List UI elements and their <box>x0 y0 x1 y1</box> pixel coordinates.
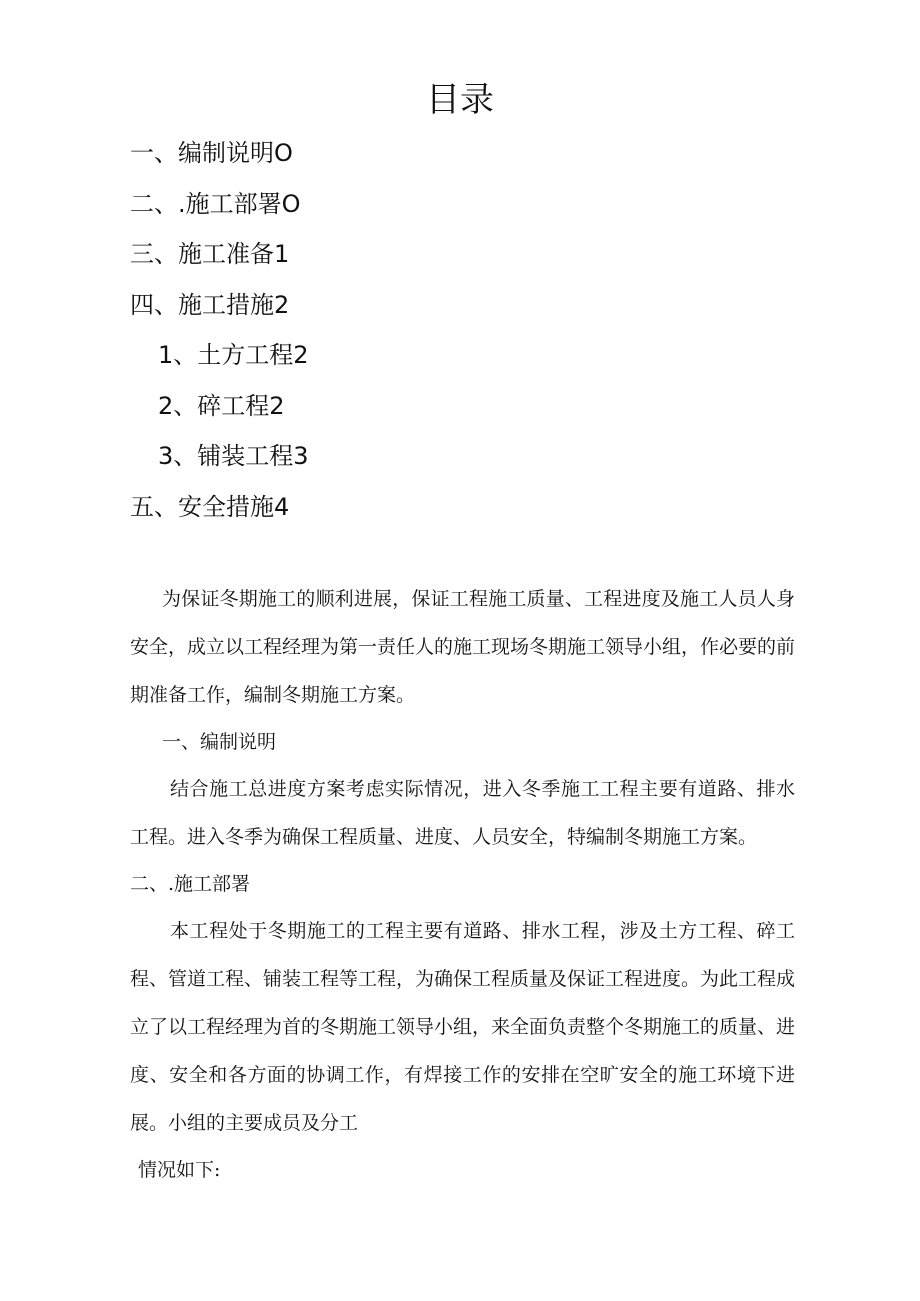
toc-item-5: 五、安全措施4 <box>130 492 290 521</box>
toc-subitem-4-1: 1、土方工程2 <box>158 341 309 369</box>
section-paragraph-2: 本工程处于冬期施工的工程主要有道路、排水工程，涉及土方工程、碎工程、管道工程、铺装工程等工程，为确保工程质量及保证工程进度。为此工程成立了以工程经理为首的冬期施工领导小组，来全面负责整个冬期施工的质量、进度、安全和各方面的协调工作，有焊接工作的安排在空旷安全的施工环境下进展。小组的主要成员及分工 <box>130 920 796 1134</box>
page-title: 目录 <box>426 80 494 120</box>
intro-paragraph: 为保证冬期施工的顺利进展，保证工程施工质量、工程进度及施工人员人身安全，成立以工程经理为第一责任人的施工现场冬期施工领导小组，作必要的前期准备工作，编制冬期施工方案。 <box>130 588 796 706</box>
section-heading-2: 二、.施工部署 <box>130 873 251 895</box>
section-paragraph-1: 结合施工总进度方案考虑实际情况，进入冬季施工工程主要有道路、排水工程。进入冬季为确保工程质量、进度、人员安全，特编制冬期施工方案。 <box>130 778 795 848</box>
toc-item-1: 一、编制说明O <box>130 139 293 167</box>
section-paragraph-2-tail: 情况如下: <box>138 1159 221 1181</box>
toc-subitem-4-3: 3、铺装工程3 <box>158 442 309 470</box>
document-body <box>130 575 795 1193</box>
toc-item-3: 三、施工准备1 <box>130 240 290 268</box>
section-heading-1: 一、编制说明 <box>162 731 277 753</box>
toc-item-2: 二、.施工部署O <box>130 189 301 218</box>
toc-item-4: 四、施工措施2 <box>130 290 290 319</box>
toc-subitem-4-2: 2、碎工程2 <box>158 391 285 420</box>
table-of-contents <box>130 130 730 534</box>
